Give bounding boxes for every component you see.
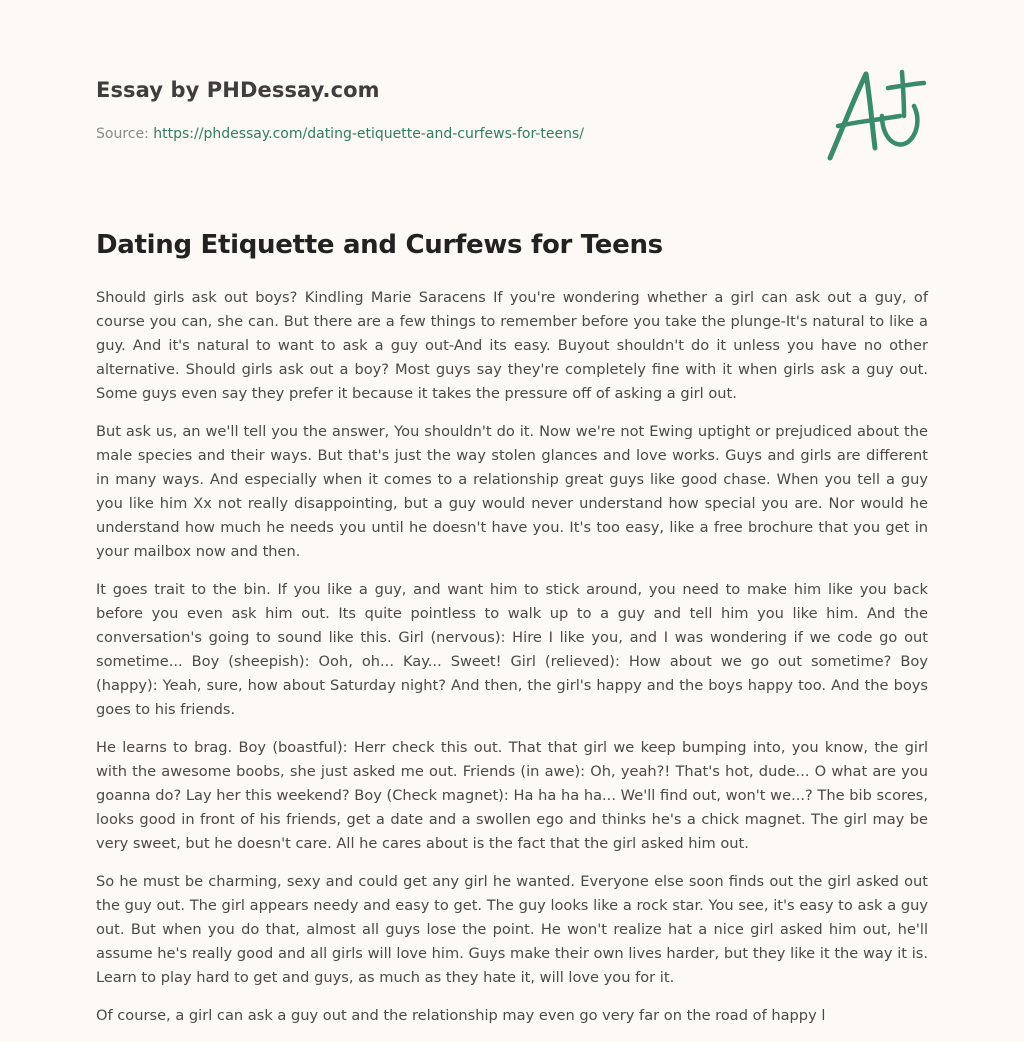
source-link[interactable]: https://phdessay.com/dating-etiquette-and-curfews-for-teens/ <box>153 126 584 142</box>
essay-paragraph: He learns to brag. Boy (boastful): Herr check this out. That that girl we keep bumping into, you know, the girl with the awesome boobs, she just asked me out. Friends (in awe): Oh, yeah?! That's hot, dude... O what are you goanna do? Lay her this weekend? Boy (Check magnet): Ha ha ha ha... We'll find out, won't we...? The bib scores, looks good in front of his friends, get a date and a swollen ego and thinks he's a chick magnet. The girl may be very sweet, but he doesn't care. All he cares about is the fact that the girl asked him out. <box>96 739 928 852</box>
essay-paragraph: Of course, a girl can ask a guy out and the relationship may even go very far on the road of happy l <box>96 1007 826 1024</box>
essay-paragraph: But ask us, an we'll tell you the answer, You shouldn't do it. Now we're not Ewing uptight or prejudiced about the male species and their ways. But that's just the way stolen glances and love works. Guys and girls are different in many ways. And especially when it comes to a relationship great guys like good chase. When you tell a guy you like him Xx not really disappointing, but a guy would never understand how special you are. Nor would he understand how much he needs you until he doesn't have you. It's too easy, like a free brochure that you get in your mailbox now and then. <box>96 423 928 560</box>
essay-paragraph: Should girls ask out boys? Kindling Marie Saracens If you're wondering whether a girl can ask out a guy, of course you can, she can. But there are a few things to remember before you take the plunge-It's natural to like a guy. And it's natural to want to ask a guy out-And its easy. Buyout shouldn't do it unless you have no other alternative. Should girls ask out a boy? Most guys say they're completely fine with it when girls ask a guy out. Some guys even say they prefer it because it takes the pressure off of asking a girl out. <box>96 289 928 402</box>
essay-paragraph: It goes trait to the bin. If you like a guy, and want him to stick around, you need to make him like you back before you even ask him out. Its quite pointless to walk up to a guy and tell him you like him. And the conversation's going to sound like this. Girl (nervous): Hire I like you, and I was wondering if we code go out sometime... Boy (sheepish): Ooh, oh... Kay... Sweet! Girl (relieved): How about we go out sometime? Boy (happy): Yeah, sure, how about Saturday night? And then, the girl's happy and the boys happy too. And the boys goes to his friends. <box>96 581 928 718</box>
site-brand: Essay by PHDessay.com <box>96 78 380 102</box>
source-label: Source: <box>96 126 154 142</box>
essay-title: Dating Etiquette and Curfews for Teens <box>96 230 663 260</box>
essay-paragraph: So he must be charming, sexy and could get any girl he wanted. Everyone else soon finds out the girl asked out the guy out. The girl appears needy and easy to get. The guy looks like a rock star. You see, it's easy to ask a guy out. But when you do that, almost all guys lose the point. He won't realize hat a nice girl asked him out, he'll assume he's really good and all girls will love him. Guys make their own lives harder, but they like it the way it is. Learn to play hard to get and guys, as much as they hate it, will love you for it. <box>96 873 928 986</box>
essay-header <box>96 76 796 144</box>
a-plus-grade-icon <box>820 64 930 164</box>
source-line <box>96 124 796 144</box>
essay-body <box>96 286 928 1042</box>
